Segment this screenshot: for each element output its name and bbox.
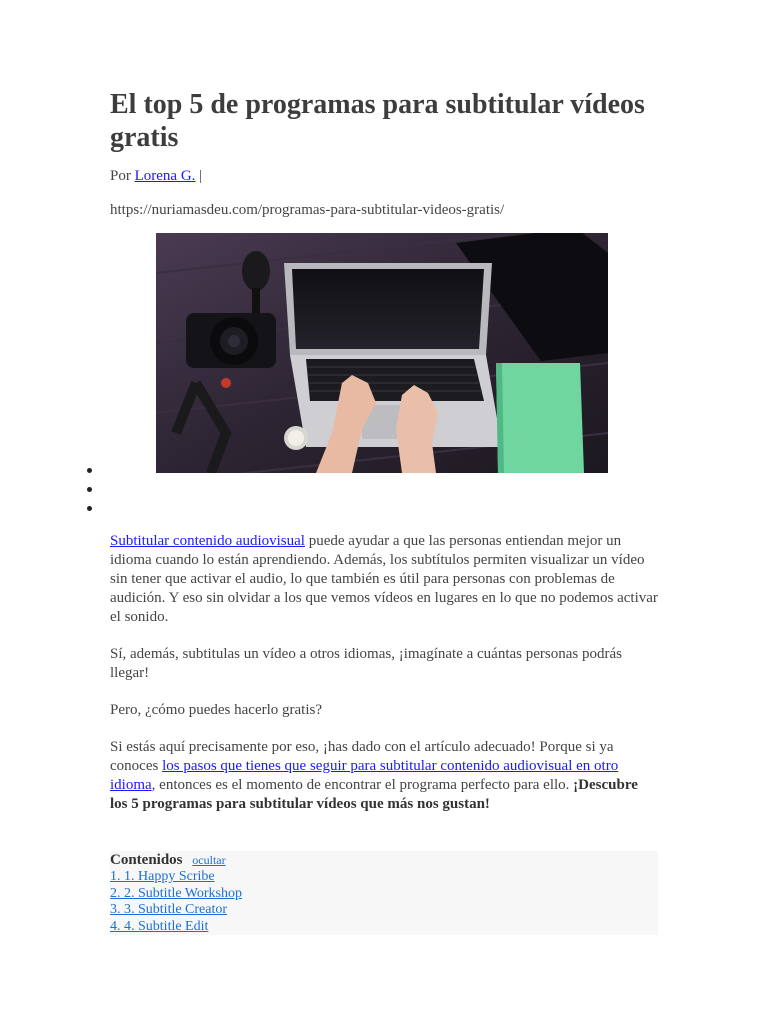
paragraph-4 [110,738,658,814]
toc-header [110,851,658,869]
toc-item [110,919,658,936]
article-url: https://nuriamasdeu.com/programas-para-subtitular-videos-gratis/ [110,202,505,218]
paragraph-1-text: puede ayudar a que las personas entiendan mejor un idioma cuando lo están aprendiendo. Además, los subtítulos permiten visualizar un vídeo sin tener que activar el audio, lo que también es útil para personas con problemas de audición. Y eso sin olvidar a los que vemos vídeos en lugares en lo que no podemos activar el sonido. [110,533,658,625]
toc-item [110,902,658,919]
toc-toggle-link[interactable]: ocultar [192,853,226,867]
byline-prefix: Por [110,168,131,184]
byline [110,166,658,186]
paragraph-4-text-b: , entonces es el momento de encontrar el programa perfecto para ello. [151,777,574,793]
subtitular-link[interactable]: Subtitular contenido audiovisual [110,533,305,549]
paragraph-4-text-a: Si estás aquí precisamente por eso, ¡has dado con el artículo adecuado! Porque si ya conoces [110,739,614,774]
article-title: El top 5 de programas para subtitular vídeos gratis [110,89,645,153]
author-link[interactable]: Lorena G. [134,168,196,184]
table-of-contents [110,851,658,935]
empty-bullet-list [86,461,96,518]
list-item [86,461,96,480]
toc-link-subtitle-creator[interactable]: 3. 3. Subtitle Creator [110,902,228,917]
toc-item [110,869,658,886]
toc-item [110,886,658,903]
paragraph-1 [110,532,658,627]
article [110,88,658,934]
toc-link-subtitle-workshop[interactable]: 2. 2. Subtitle Workshop [110,885,243,901]
toc-link-subtitle-edit[interactable]: 4. 4. Subtitle Edit [110,918,209,934]
toc-title: Contenidos [110,852,183,868]
paragraph-3: Pero, ¿cómo puedes hacerlo gratis? [110,702,322,718]
paragraph-4-bold: ¡Descubre los 5 programas para subtitular vídeos que más nos gustan! [110,777,638,812]
list-item [86,480,96,499]
laptop-desk-photo-icon [156,233,608,473]
hero-image [156,233,608,473]
toc-link-happy-scribe[interactable]: 1. 1. Happy Scribe [110,869,215,884]
article-body [110,532,658,832]
pasos-link[interactable]: los pasos que tienes que seguir para subtitular contenido audiovisual en otro idioma [110,758,619,793]
byline-separator: | [199,168,203,184]
list-item [86,499,96,518]
paragraph-2: Sí, además, subtitulas un vídeo a otros idiomas, ¡imagínate a cuántas personas podrás llegar! [110,646,622,681]
toc-list [110,869,658,935]
